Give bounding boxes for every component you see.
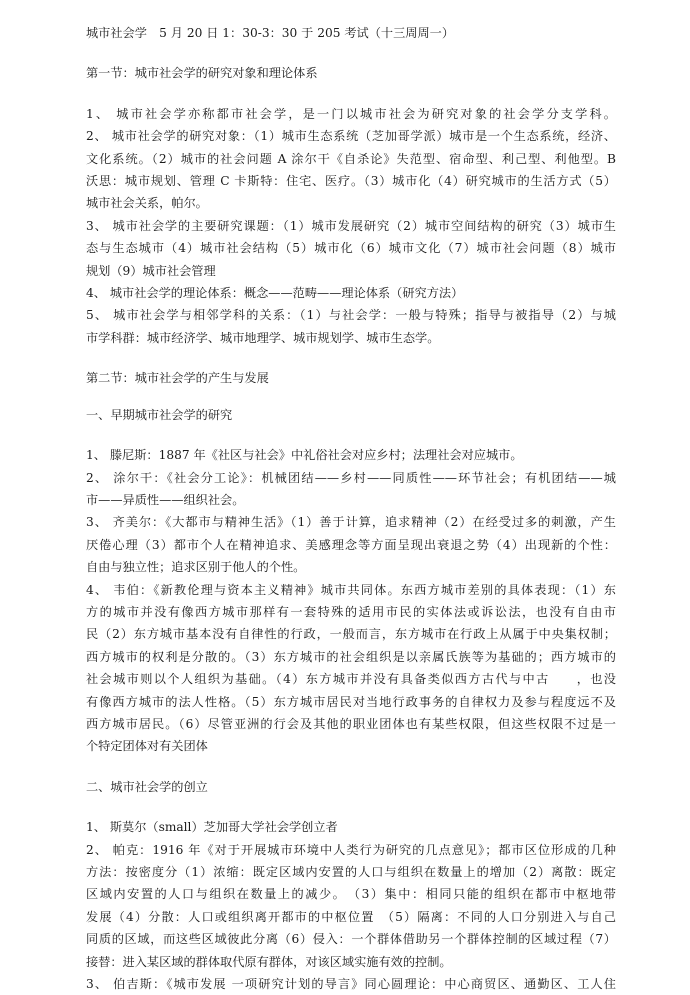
paragraph-line: 市学科群：城市经济学、城市地理学、城市规划学、城市生态学。 [86,330,440,345]
paragraph-line: 厌倦心理（3）都市个人在精神追求、美感理念等方面呈现出衰退之势（4）出现新的个性： [86,537,616,552]
paragraph-line: 有像西方城市的法人性格。（5）东方城市居民对当地行政事务的自律权力及参与程度远不及 [86,694,616,709]
paragraph-line: 5、 城市社会学与相邻学科的关系：（1）与社会学：一般与特殊；指导与被指导（2）与城 [86,308,616,323]
paragraph-line: 方的城市并没有像西方城市那样有一套特殊的适用市民的实体法或诉讼法，也没有自由市 [86,604,616,619]
paragraph-line: 民（2）东方城市基本没有自律性的行政，一般而言，东方城市在行政上从属于中央集权制； [86,627,616,642]
paragraph-line: 接替：进入某区域的群体取代原有群体，对该区域实施有效的控制。 [86,954,452,969]
paragraph-line: 西方城市的权利是分散的。（3）东方城市的社会组织是以亲属氏族等为基础的；西方城市的 [86,649,616,664]
paragraph-line: 4、 城市社会学的理论体系：概念——范畴——理论体系（研究方法） [86,286,464,301]
paragraph-line: 2、 帕克：1916 年《对于开展城市环境中人类行为研究的几点意见》；都市区位形成的几种 [86,842,616,857]
paragraph-line: 3、 齐美尔：《大都市与精神生活》（1）善于计算，追求精神（2）在经受过多的刺激，产生 [86,515,616,530]
paragraph-line: 社会城市则以个人组织为基础。（4）东方城市并没有具备类似西方古代与中古 ，也没 [86,672,616,687]
paragraph-line: 3、 伯吉斯：《城市发展 一项研究计划的导言》同心圆理论：中心商贸区、通勤区、工人住 [86,977,616,992]
paragraph-line: 文化系统。（2）城市的社会问题 A 涂尔干《自杀论》失范型、宿命型、利己型、利他型。B [86,151,616,166]
paragraph-line: 沃思：城市规划、管理 C 卡斯特：住宅、医疗。（3）城市化（4）研究城市的生活方式（5） [86,174,616,189]
paragraph-line: 态与生态城市（4）城市社会结构（5）城市化（6）城市文化（7）城市社会问题（8）城市 [86,241,616,256]
paragraph-line: 2、 城市社会学的研究对象：（1）城市生态系统（芝加哥学派）城市是一个生态系统，经济、 [86,129,616,144]
paragraph-line: 同质的区域，而这些区域彼此分离（6）侵入：一个群体借助另一个群体控制的区域过程（7） [86,932,616,947]
paragraph-line: 城市社会关系，帕尔。 [86,196,208,211]
paragraph-line: 方法：按密度分（1）浓缩：既定区域内安置的人口与组织在数量上的增加（2）离散：既定 [86,865,616,879]
paragraph-line: 1、 滕尼斯：1887 年《社区与社会》中礼俗社会对应乡村；法理社会对应城市。 [86,448,523,463]
paragraph-line: 规划（9）城市社会管理 [86,263,216,278]
paragraph-line: 1、 城市社会学亦称都市社会学，是一门以城市社会为研究对象的社会学分支学科。 [86,106,616,121]
paragraph-line: 区域内安置的人口与组织在数量上的减少。 （3）集中：相同只能的组织在都市中枢地带 [86,887,616,902]
section-2-title: 第二节：城市社会学的产生与发展 [86,371,269,386]
paragraph-line: 2、 涂尔干：《社会分工论》：机械团结——乡村——同质性——环节社会；有机团结——城 [86,470,616,485]
document-page [86,22,616,995]
paragraph-line: 西方城市居民。（6）尽管亚洲的行会及其他的职业团体也有某些权限，但这些权限不过是一 [86,716,616,731]
paragraph-line: 个特定团体对有关团体 [86,739,208,754]
paragraph-line: 市——异质性——组织社会。 [86,492,245,507]
paragraph-line: 发展（4）分散：人口或组织离开都市的中枢位置 （5）隔离：不同的人口分别进入与自己 [86,909,616,924]
paragraph-line: 3、 城市社会学的主要研究课题：（1）城市发展研究（2）城市空间结构的研究（3）城市生 [86,218,616,233]
paragraph-line: 1、 斯莫尔（small）芝加哥大学社会学创立者 [86,820,338,835]
section-1-title: 第一节：城市社会学的研究对象和理论体系 [86,66,318,81]
subsection-1-title: 一、早期城市社会学的研究 [86,407,233,422]
paragraph-line: 4、 韦伯：《新教伦理与资本主义精神》城市共同体。东西方城市差别的具体表现：（1）东 [86,582,616,597]
document-header: 城市社会学 5 月 20 日 1：30-3：30 于 205 考试（十三周周一） [86,26,455,40]
paragraph-line: 自由与独立性；追求区别于他人的个性。 [86,560,306,575]
subsection-2-title: 二、城市社会学的创立 [86,779,208,794]
